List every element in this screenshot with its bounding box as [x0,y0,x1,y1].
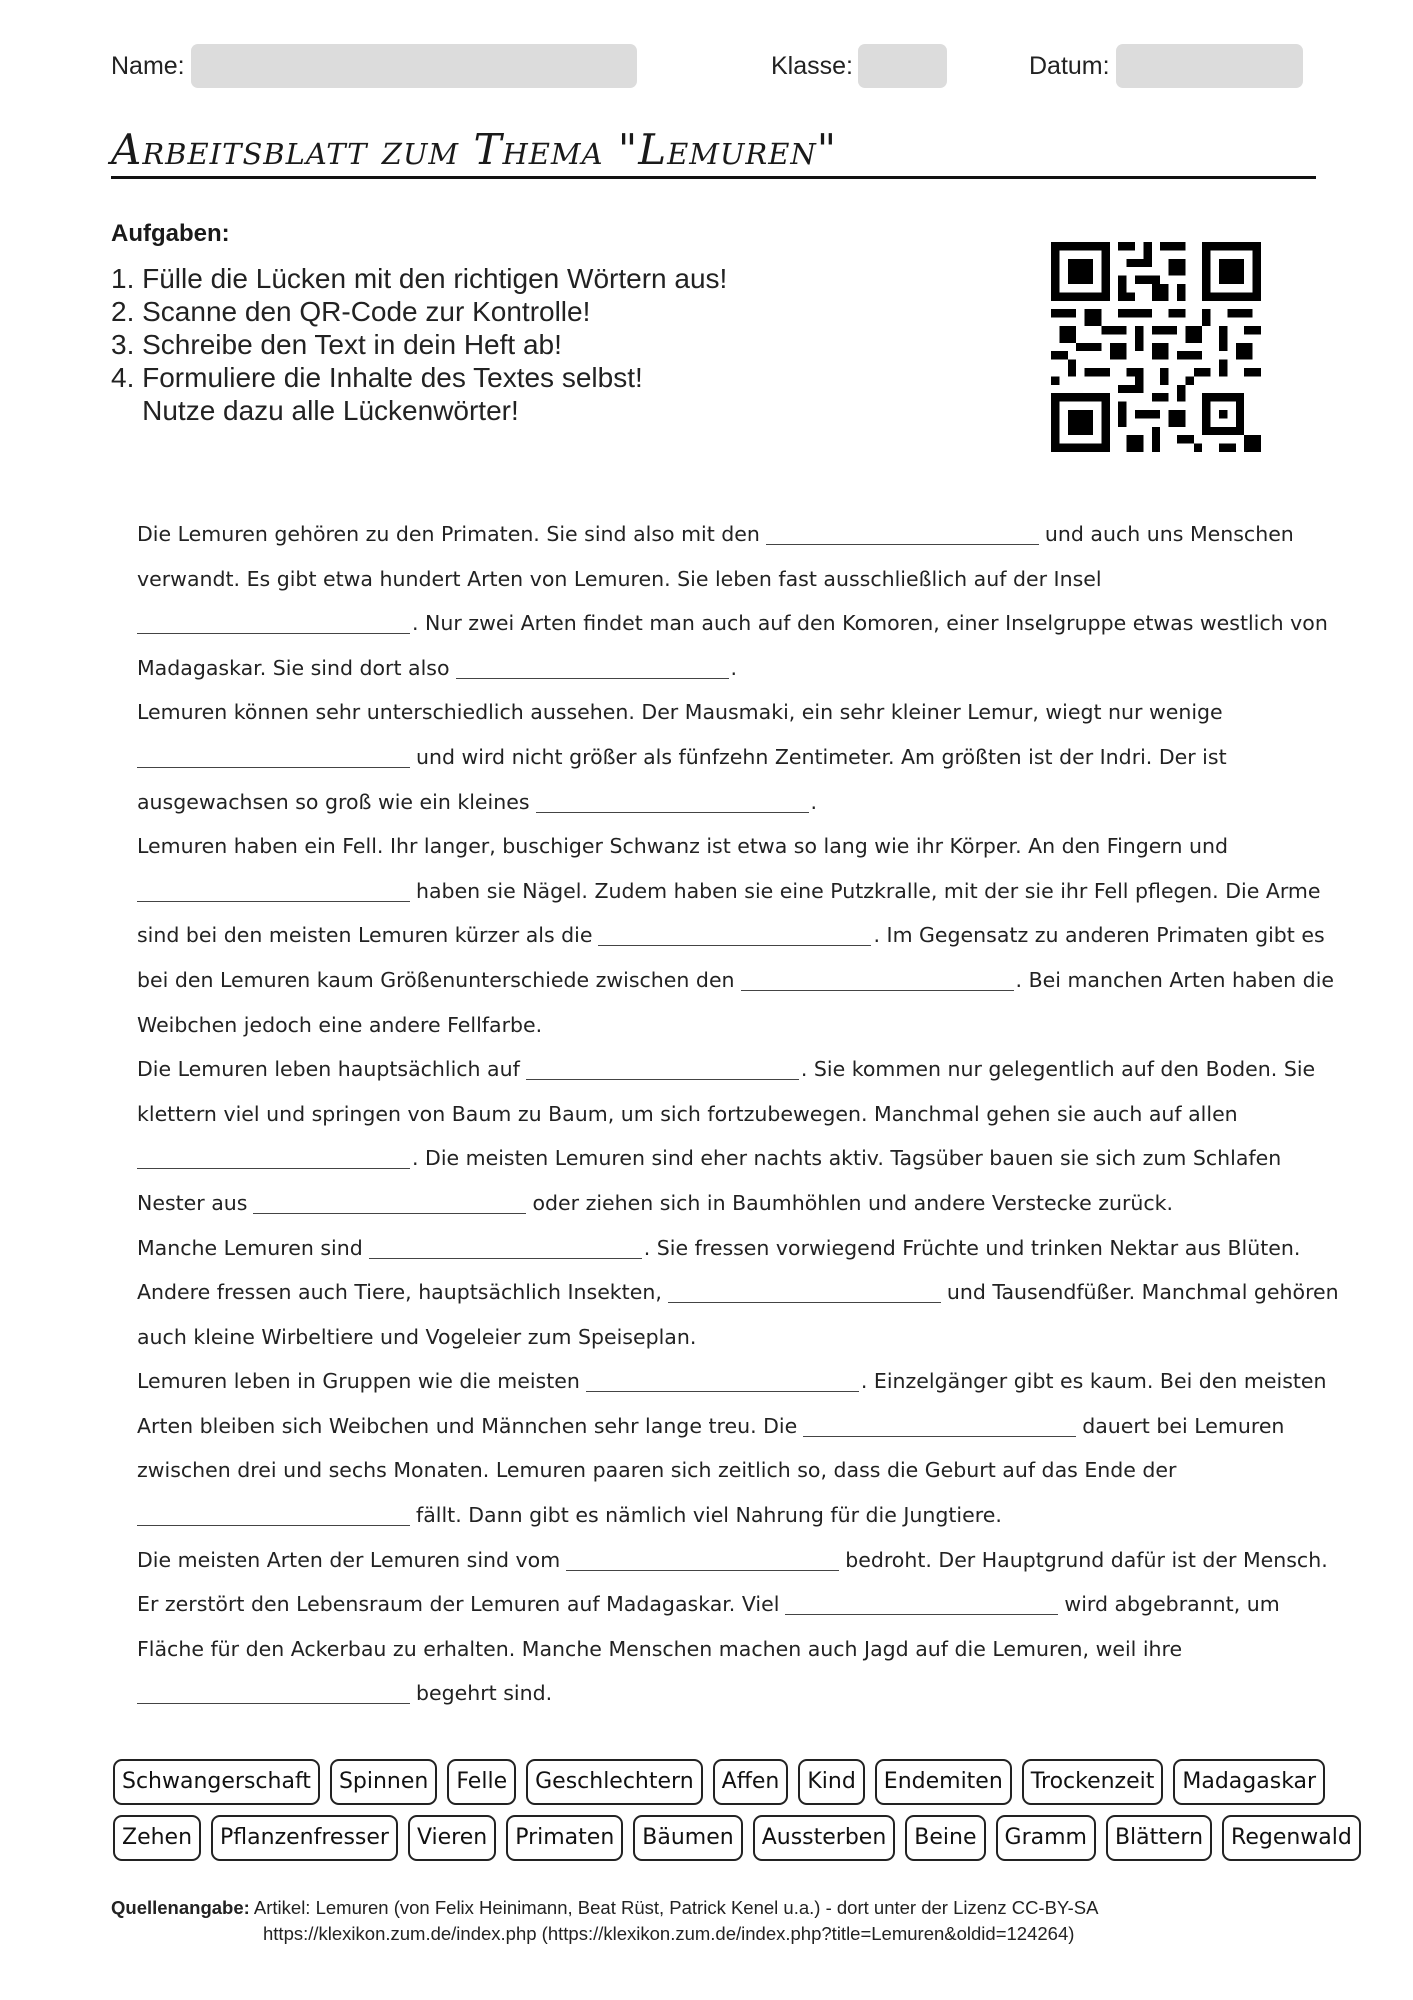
blank-field[interactable] [526,1078,799,1080]
text-line [137,1136,1287,1181]
text-line [137,780,1287,825]
text-segment: dauert bei Lemuren [1082,1413,1285,1438]
blank-field[interactable] [137,900,410,902]
word-bank-row [113,1815,1352,1861]
blank-field[interactable] [456,677,729,679]
text-line [137,1493,1287,1538]
text-segment: . [810,789,818,814]
text-line [137,601,1328,646]
text-segment: haben sie Nägel. Zudem haben sie eine Putzkralle, mit der sie ihr Fell pflegen. Die Arme [416,878,1321,903]
text-line [137,557,1287,602]
text-line [137,1181,1287,1226]
word-card[interactable]: Pflanzenfresser [211,1815,398,1861]
cloze-text [137,512,1339,1716]
text-segment: Nester aus [137,1190,248,1215]
blank-field[interactable] [253,1212,526,1214]
text-segment: oder ziehen sich in Baumhöhlen und andere Verstecke zurück. [532,1190,1174,1215]
task-item: 3. Schreibe den Text in dein Heft ab! [111,329,562,360]
word-card[interactable]: Endemiten [875,1759,1012,1805]
name-label: Name: [111,52,185,80]
word-card[interactable]: Felle [447,1759,516,1805]
text-line [137,1092,1287,1137]
word-card[interactable]: Regenwald [1222,1815,1361,1861]
word-card[interactable]: Affen [713,1759,789,1805]
text-segment: Lemuren können sehr unterschiedlich aussehen. Der Mausmaki, ein sehr kleiner Lemur, wiegt nur wenige [137,700,1223,725]
tasks-heading: Aufgaben: [111,220,230,247]
text-line [137,869,1321,914]
task-item: 1. Fülle die Lücken mit den richtigen Wörtern aus! [111,263,728,294]
task-item: 2. Scanne den QR-Code zur Kontrolle! [111,296,591,327]
blank-field[interactable] [586,1390,859,1392]
text-segment: . [730,655,738,680]
blank-field[interactable] [668,1301,941,1303]
blank-field[interactable] [137,1702,410,1704]
text-line [137,735,1287,780]
text-line [137,1003,1287,1048]
text-line [137,690,1287,735]
text-segment: . Einzelgänger gibt es kaum. Bei den meisten [860,1369,1327,1394]
text-segment: Madagaskar. Sie sind dort also [137,655,450,680]
text-line [137,1270,1339,1315]
word-bank [113,1759,1352,1871]
source-note [111,1895,1311,1947]
word-card[interactable]: Blättern [1106,1815,1212,1861]
name-field[interactable] [191,44,637,88]
text-segment: fällt. Dann gibt es nämlich viel Nahrung für die Jungtiere. [416,1503,1002,1528]
source-label: Quellenangabe: [111,1897,250,1918]
blank-field[interactable] [536,811,809,813]
text-segment: und Tausendfüßer. Manchmal gehören [946,1280,1339,1305]
text-segment: Er zerstört den Lebensraum der Lemuren auf Madagaskar. Viel [137,1592,780,1617]
task-item: 4. Formuliere die Inhalte des Textes selbst! [111,362,643,393]
source-text: Artikel: Lemuren (von Felix Heinimann, Beat Rüst, Patrick Kenel u.a.) - dort unter der Lizenz CC-BY-SA [249,1897,1099,1918]
text-segment: zwischen drei und sechs Monaten. Lemuren paaren sich zeitlich so, dass die Geburt auf das Ende der [137,1458,1177,1483]
word-card[interactable]: Aussterben [753,1815,896,1861]
text-segment: . Sie kommen nur gelegentlich auf den Boden. Sie [800,1057,1316,1082]
word-card[interactable]: Primaten [506,1815,623,1861]
text-line [137,913,1325,958]
text-segment: Die meisten Arten der Lemuren sind vom [137,1547,561,1572]
class-field[interactable] [858,44,947,88]
text-segment: Lemuren leben in Gruppen wie die meisten [137,1369,580,1394]
text-line [137,1538,1328,1583]
blank-field[interactable] [598,944,871,946]
qr-code-icon[interactable] [1051,242,1261,452]
word-card[interactable]: Trockenzeit [1022,1759,1164,1805]
word-card[interactable]: Schwangerschaft [113,1759,320,1805]
text-segment: ausgewachsen so groß wie ein kleines [137,789,530,814]
word-card[interactable]: Geschlechtern [526,1759,703,1805]
word-card[interactable]: Madagaskar [1173,1759,1325,1805]
text-segment: und auch uns Menschen [1044,522,1294,546]
text-line [137,646,1287,691]
blank-field[interactable] [785,1613,1058,1615]
text-segment: bedroht. Der Hauptgrund dafür ist der Mensch. [845,1547,1328,1572]
word-card[interactable]: Gramm [996,1815,1096,1861]
task-list [111,262,727,427]
text-line [137,512,1294,557]
text-segment: begehrt sind. [416,1681,553,1706]
worksheet-title-text: Arbeitsblatt zum Thema "Lemuren" [111,125,838,174]
blank-field[interactable] [137,632,410,634]
worksheet-title [111,118,1316,179]
text-segment: sind bei den meisten Lemuren kürzer als die [137,923,593,948]
text-segment: . Sie fressen vorwiegend Früchte und trinken Nektar aus Blüten. [643,1235,1301,1260]
text-line [137,1627,1287,1672]
text-line [137,1448,1287,1493]
word-card[interactable]: Spinnen [330,1759,437,1805]
text-line [137,958,1334,1003]
text-segment: klettern viel und springen von Baum zu Baum, um sich fortzubewegen. Manchmal gehen sie auch auf allen [137,1101,1238,1126]
text-segment: Manche Lemuren sind [137,1235,363,1260]
text-line [137,1359,1327,1404]
word-bank-row [113,1759,1317,1805]
word-card[interactable]: Vieren [408,1815,496,1861]
task-item: Nutze dazu alle Lückenwörter! [111,395,519,426]
text-line [137,1047,1316,1092]
text-segment: . Bei manchen Arten haben die [1015,967,1334,992]
word-card[interactable]: Beine [905,1815,985,1861]
text-segment: und wird nicht größer als fünfzehn Zentimeter. Am größten ist der Indri. Der ist [416,744,1227,769]
text-segment: bei den Lemuren kaum Größenunterschiede zwischen den [137,967,735,992]
blank-field[interactable] [803,1435,1076,1437]
text-line [137,1404,1287,1449]
text-segment: auch kleine Wirbeltiere und Vogeleier zum Speiseplan. [137,1324,697,1349]
text-line [137,1226,1301,1271]
word-card[interactable]: Kind [798,1759,864,1805]
source-url: https://klexikon.zum.de/index.php (https://klexikon.zum.de/index.php?title=Lemuren&oldid=124264) [263,1923,1075,1944]
text-line [137,1671,1287,1716]
text-segment: Weibchen jedoch eine andere Fellfarbe. [137,1012,543,1037]
word-card[interactable]: Zehen [113,1815,201,1861]
blank-field[interactable] [137,1167,410,1169]
text-segment: Die Lemuren gehören zu den Primaten. Sie sind also mit den [137,522,760,546]
date-field[interactable] [1116,44,1303,88]
text-segment: . Nur zwei Arten findet man auch auf den Komoren, einer Inselgruppe etwas westlich von [412,611,1328,636]
text-segment: Andere fressen auch Tiere, hauptsächlich Insekten, [137,1280,662,1305]
blank-field[interactable] [137,1524,410,1526]
text-segment: Fläche für den Ackerbau zu erhalten. Manche Menschen machen auch Jagd auf die Lemuren, weil ihre [137,1636,1183,1661]
blank-field[interactable] [766,543,1039,545]
text-segment: . Im Gegensatz zu anderen Primaten gibt es [873,923,1325,948]
blank-field[interactable] [741,989,1014,991]
class-label: Klasse: [771,52,853,80]
blank-field[interactable] [137,766,410,768]
text-line [137,1315,1287,1360]
word-card[interactable]: Bäumen [633,1815,742,1861]
text-segment: Die Lemuren leben hauptsächlich auf [137,1057,520,1082]
blank-field[interactable] [369,1257,642,1259]
text-segment: Arten bleiben sich Weibchen und Männchen sehr lange treu. Die [137,1413,798,1438]
text-segment: verwandt. Es gibt etwa hundert Arten von Lemuren. Sie leben fast ausschließlich auf der Insel [137,566,1102,591]
date-label: Datum: [1029,52,1110,80]
text-segment: wird abgebrannt, um [1064,1592,1280,1617]
blank-field[interactable] [566,1569,839,1571]
text-line [137,1582,1287,1627]
text-line [137,824,1287,869]
text-segment: . Die meisten Lemuren sind eher nachts aktiv. Tagsüber bauen sie sich zum Schlafen [412,1146,1282,1171]
text-segment: Lemuren haben ein Fell. Ihr langer, buschiger Schwanz ist etwa so lang wie ihr Körper. An den Fingern und [137,834,1228,859]
